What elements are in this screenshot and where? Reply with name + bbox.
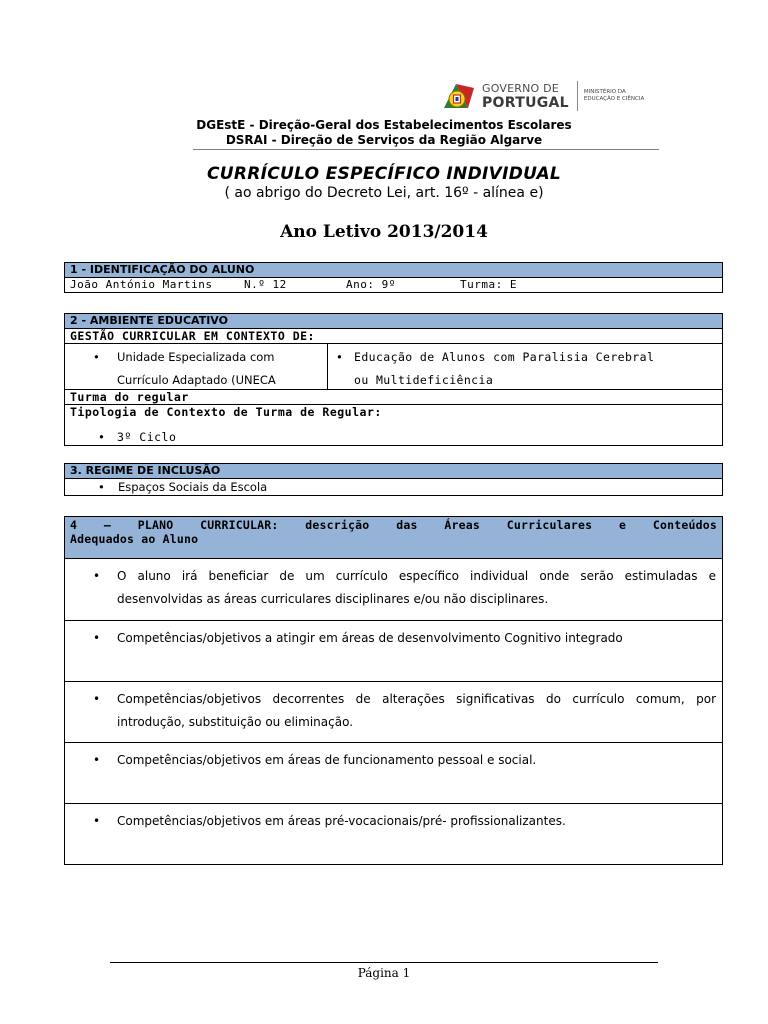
header-divider (193, 149, 659, 150)
student-class: Turma: E (460, 278, 517, 291)
section-identification (64, 262, 723, 293)
portugal-emblem-icon (440, 78, 476, 114)
option-paralisia (328, 344, 722, 389)
section2-subheading: GESTÃO CURRICULAR EM CONTEXTO DE: (70, 329, 315, 343)
logo-divider (577, 81, 578, 111)
footer-divider (110, 962, 658, 963)
plan-item: • Competências/objetivos em áreas de funcionamento pessoal e social. (65, 742, 722, 803)
section3-heading: 3. REGIME DE INCLUSÃO (65, 464, 722, 479)
option-paralisia-line2: ou Multideficiência (354, 373, 494, 387)
section-curricular-plan (64, 516, 723, 865)
header-line2: DSRAI - Direção de Serviços da Região Algarve (225, 133, 543, 147)
student-name: João António Martins (70, 278, 213, 291)
plan-item: • Competências/objetivos em áreas pré-vocacionais/pré- profissionalizantes. (65, 803, 722, 864)
option-uneca (65, 344, 328, 389)
turma-regular: Turma do regular (65, 389, 722, 404)
ciclo-item: 3º Ciclo (117, 430, 177, 444)
plan-item: • O aluno irá beneficiar de um currículo específico individual onde serão estimuladas e desenvolvidas as áreas curriculares disciplinares e/ou não disciplinares. (65, 559, 722, 620)
option-paralisia-line1: Educação de Alunos com Paralisia Cerebral (354, 350, 655, 364)
document-title: CURRÍCULO ESPECÍFICO INDIVIDUAL (206, 164, 562, 184)
plan-item: • Competências/objetivos a atingir em áreas de desenvolvimento Cognitivo integrado (65, 620, 722, 681)
tipologia-block (65, 404, 722, 445)
student-number: N.º 12 (244, 278, 287, 291)
student-id-row (65, 278, 722, 292)
section4-heading-line1: 4 – PLANO CURRICULAR: descrição das Áreas Curriculares e Conteúdos (70, 518, 717, 532)
school-year: Ano Letivo 2013/2014 (280, 222, 488, 242)
inclusion-item: Espaços Sociais da Escola (118, 480, 268, 494)
section2-heading: 2 - AMBIENTE EDUCATIVO (65, 314, 722, 329)
tipologia-label: Tipologia de Contexto de Turma de Regular: (70, 405, 382, 419)
section4-heading (65, 517, 722, 559)
option-uneca-line1: Unidade Especializada com (117, 350, 275, 364)
logo-line1: GOVERNO DE (482, 81, 559, 95)
plan-item: • Competências/objetivos decorrentes de alterações significativas do currículo comum, por introdução, substituição ou eliminação. (65, 681, 722, 742)
government-logo (440, 78, 668, 114)
section-inclusion (64, 463, 723, 496)
logo-line2: PORTUGAL (482, 94, 569, 111)
page-number: Página 1 (357, 966, 411, 980)
header-line1: DGEstE - Direção-Geral dos Estabelecimentos Escolares (196, 118, 572, 132)
logo-ministry: MINISTÉRIO DA EDUCAÇÃO E CIÊNCIA (583, 88, 645, 102)
section-environment (64, 313, 723, 446)
section4-heading-line2: Adequados ao Aluno (70, 532, 199, 546)
option-uneca-line2: Currículo Adaptado (UNECA (117, 373, 276, 387)
context-options (65, 343, 722, 389)
section1-heading: 1 - IDENTIFICAÇÃO DO ALUNO (65, 263, 722, 278)
document-subtitle: ( ao abrigo do Decreto Lei, art. 16º - alínea e) (224, 185, 544, 201)
student-year: Ano: 9º (346, 278, 396, 291)
